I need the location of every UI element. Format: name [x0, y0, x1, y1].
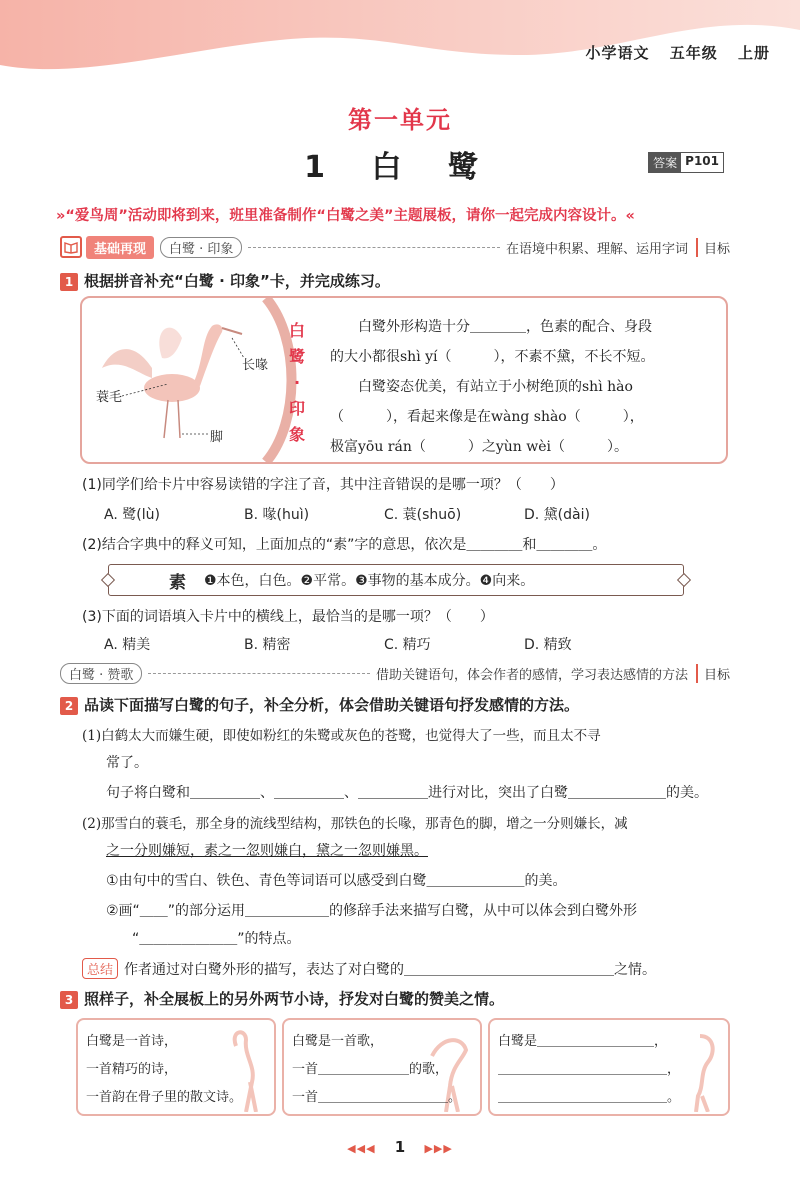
egret-impression-card: [80, 296, 728, 464]
poem-line[interactable]: ＿＿＿＿＿＿＿＿＿＿＿＿＿。: [498, 1090, 681, 1105]
target-label: 目标: [696, 664, 730, 683]
card-title-char: 鹭: [288, 347, 305, 366]
dictionary-entry: [108, 564, 684, 596]
poem-song: [282, 1018, 482, 1116]
answer-label: 答案: [649, 153, 681, 172]
poem-free: [488, 1018, 730, 1116]
card-line: （ ），看起来像是在wàng shào（ ），: [330, 409, 644, 425]
section-goal: 借助关键语句，体会作者的感情，学习表达感情的方法: [375, 667, 688, 683]
option-d[interactable]: D. 精致: [524, 637, 572, 653]
q2-answer-1: ①由句中的雪白、铁色、青色等词语可以感受到白鹭＿＿＿＿＿＿＿的美。: [106, 873, 567, 889]
option-b[interactable]: B. 喙(huì): [244, 507, 310, 523]
q1-sub3: (3)下面的词语填入卡片中的横线上，最恰当的是哪一项？（ ）: [82, 609, 494, 625]
section-sub-label: 白鹭 · 印象: [160, 237, 242, 258]
section-bar-praise: [60, 662, 730, 684]
target-label: 目标: [696, 238, 730, 257]
double-chevron-left-icon: «: [625, 208, 635, 224]
card-line: 的大小都很shì yí（ ），不素不黛，不长不短。: [330, 349, 655, 365]
card-title-char: 象: [288, 425, 305, 444]
q1-sub3-options: [104, 634, 664, 654]
q2-sentence1-line2: 常了。: [106, 755, 148, 771]
poem-line: 白鹭是一首歌，: [292, 1034, 384, 1049]
card-line: 极富yōu rán（ ）之yùn wèi（ ）。: [330, 439, 628, 455]
question-text: 照样子，补全展板上的另外两节小诗，抒发对白鹭的赞美之情。: [84, 990, 505, 1008]
option-b[interactable]: B. 精密: [244, 637, 291, 653]
q2-sentence1-analysis: 句子将白鹭和＿＿＿＿＿、＿＿＿＿＿、＿＿＿＿＿进行对比，突出了白鹭＿＿＿＿＿＿＿的美。: [106, 785, 708, 801]
triangles-left-icon: ◀◀◀: [347, 1142, 376, 1155]
option-c[interactable]: C. 蓑(shuō): [384, 507, 462, 523]
card-title-char: ·: [293, 373, 301, 392]
question-2-title: [60, 694, 579, 715]
poem-line[interactable]: 一首＿＿＿＿＿＿＿的歌，: [292, 1062, 449, 1077]
option-a[interactable]: A. 鹭(lù): [104, 507, 160, 523]
label-foot: 脚: [210, 430, 224, 445]
label-feather: 蓑毛: [96, 390, 123, 405]
question-text: 根据拼音补充“白鹭 · 印象”卡，并完成练习。: [84, 272, 390, 290]
q1-sub1: (1)同学们给卡片中容易读错的字注了音，其中注音错误的是哪一项？（ ）: [82, 477, 564, 493]
summary-text: 作者通过对白鹭外形的描写，表达了对白鹭的＿＿＿＿＿＿＿＿＿＿＿＿＿＿＿之情。: [124, 962, 657, 978]
page-footer: [0, 1138, 800, 1156]
card-title-char: 印: [288, 399, 305, 418]
poem-example: [76, 1018, 276, 1116]
section-sub-label: 白鹭 · 赞歌: [60, 663, 142, 684]
lesson-name: 白 鹭: [371, 150, 496, 185]
question-number: 3: [60, 991, 78, 1009]
poem-line[interactable]: 白鹭是＿＿＿＿＿＿＿＿＿，: [498, 1034, 668, 1049]
q1-sub1-options: [104, 504, 664, 524]
book-tag: [571, 42, 770, 63]
double-chevron-right-icon: »: [56, 208, 66, 224]
egret-illustration: [82, 298, 282, 462]
q2-sentence2-line2: 之一分则嫌短，素之一忽则嫌白，黛之一忽则嫌黑。: [106, 843, 428, 859]
card-line: 白鹭姿态优美，有站立于小树绝顶的shì hào: [358, 379, 633, 395]
q2-answer-2: ②画“＿＿”的部分运用＿＿＿＿＿＿的修辞手法来描写白鹭，从中可以体会到白鹭外形: [106, 903, 638, 919]
question-number: 2: [60, 697, 78, 715]
q1-sub2: (2)结合字典中的释义可知，上面加点的“素”字的意思，依次是＿＿＿＿和＿＿＿＿。: [82, 537, 607, 553]
q2-answer-3: “＿＿＿＿＿＿＿”的特点。: [132, 931, 301, 947]
subject-label: 小学语文: [585, 44, 650, 62]
summary-tag: 总结: [82, 958, 118, 979]
question-number: 1: [60, 273, 78, 291]
section-main-label: 基础再现: [86, 236, 154, 259]
question-3-title: [60, 988, 504, 1009]
option-c[interactable]: C. 精巧: [384, 637, 431, 653]
question-text: 品读下面描写白鹭的句子，补全分析，体会借助关键语句抒发感情的方法。: [84, 696, 580, 714]
intro-text: “爱鸟周”活动即将到来，班里准备制作“白鹭之美”主题展板，请你一起完成内容设计。: [65, 208, 626, 224]
dashed-divider: [248, 247, 500, 248]
q2-summary: [82, 958, 656, 979]
section-goal: 在语境中积累、理解、运用字词: [505, 241, 688, 257]
answer-page: P101: [685, 154, 719, 168]
question-1-title: [60, 270, 390, 291]
lesson-number: 1: [304, 150, 343, 185]
header-wave-decoration: [0, 0, 800, 80]
unit-title: 第一单元: [348, 106, 452, 134]
answer-reference: [648, 152, 724, 173]
card-vertical-title: [288, 318, 306, 448]
poem-line[interactable]: ＿＿＿＿＿＿＿＿＿＿＿＿＿，: [498, 1062, 681, 1077]
label-beak: 长喙: [242, 358, 269, 373]
card-text: [330, 312, 718, 462]
option-a[interactable]: A. 精美: [104, 637, 151, 653]
option-d[interactable]: D. 黛(dài): [524, 507, 590, 523]
poem-line: 一首韵在骨子里的散文诗。: [86, 1090, 243, 1105]
card-line: 白鹭外形构造十分＿＿＿＿，色素的配合、身段: [358, 319, 652, 335]
q2-sentence2-line1: (2)那雪白的蓑毛，那全身的流线型结构，那铁色的长喙，那青色的脚，增之一分则嫌长，减: [82, 816, 628, 832]
dict-headword: 素: [169, 572, 186, 593]
section-bar-basics: [60, 236, 730, 258]
dashed-divider: [148, 673, 370, 674]
page-number: 1: [394, 1138, 406, 1156]
book-icon: [60, 236, 82, 258]
poem-line: 一首精巧的诗，: [86, 1062, 178, 1077]
dict-definitions: ❶本色，白色。❷平常。❸事物的基本成分。❹向来。: [204, 573, 535, 589]
poem-line: 白鹭是一首诗，: [86, 1034, 178, 1049]
volume-label: 上册: [737, 44, 770, 62]
intro-banner: [56, 204, 756, 225]
q2-sentence1-line1: (1)白鹤太大而嫌生硬，即使如粉红的朱鹭或灰色的苍鹭，也觉得大了一些，而且太不寻: [82, 728, 601, 744]
triangles-right-icon: ▶▶▶: [424, 1142, 453, 1155]
poem-line[interactable]: 一首＿＿＿＿＿＿＿＿＿＿。: [292, 1090, 462, 1105]
grade-label: 五年级: [669, 44, 718, 62]
card-title-char: 白: [288, 321, 305, 340]
